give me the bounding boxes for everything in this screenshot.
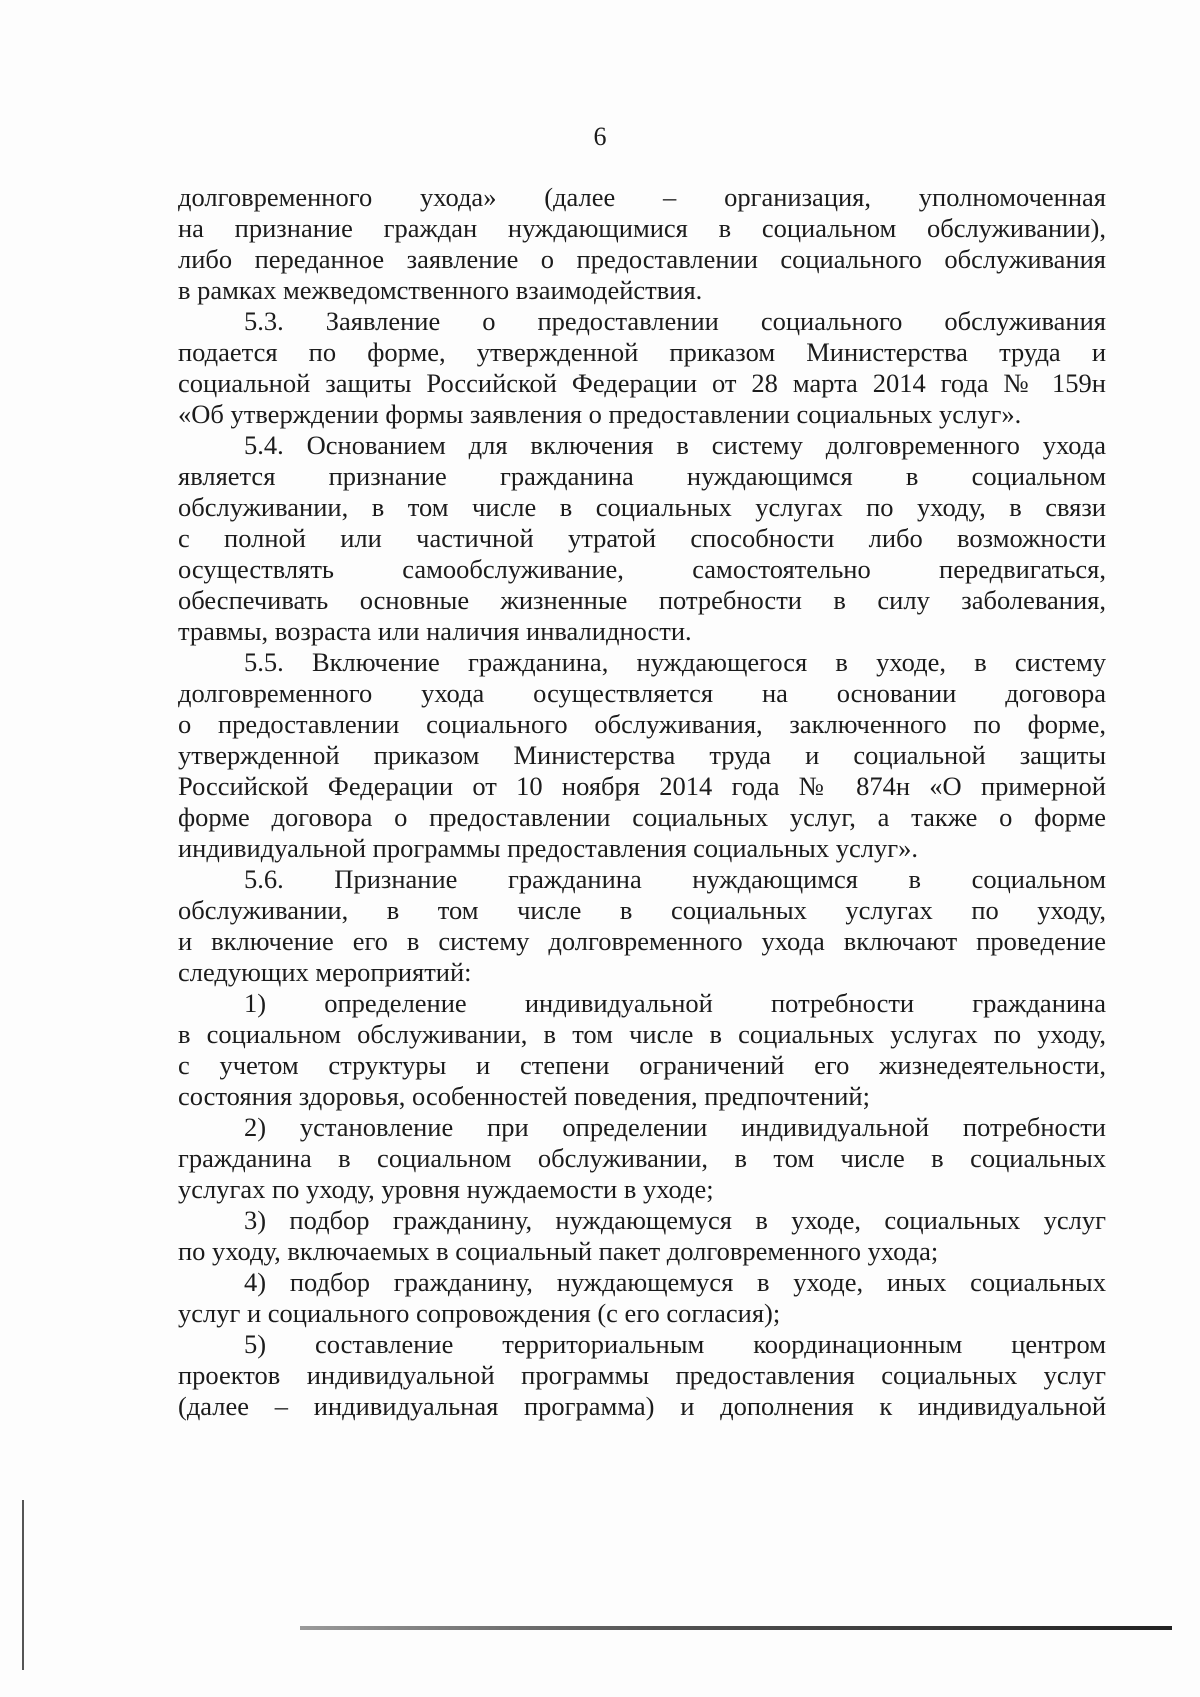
- text-line: 1) определение индивидуальной потребности гражданина: [244, 988, 1106, 1018]
- text-line: осуществлять самообслуживание, самостоятельно передвигаться,: [178, 554, 1106, 584]
- text-line: гражданина в социальном обслуживании, в том числе в социальных: [178, 1143, 1106, 1173]
- text-line: услуг и социального сопровождения (с его согласия);: [178, 1298, 781, 1328]
- text-line: 5) составление территориальным координационным центром: [244, 1329, 1106, 1359]
- text-line: является признание гражданина нуждающимся в социальном: [178, 461, 1106, 491]
- text-line: 5.3. Заявление о предоставлении социального обслуживания: [244, 306, 1106, 336]
- text-line: по уходу, включаемых в социальный пакет долговременного ухода;: [178, 1236, 939, 1266]
- text-line: форме договора о предоставлении социальных услуг, а также о форме: [178, 802, 1106, 832]
- text-line: утвержденной приказом Министерства труда и социальной защиты: [178, 740, 1106, 770]
- text-line: Российской Федерации от 10 ноября 2014 года № 874н «О примерной: [178, 771, 1106, 801]
- text-line: «Об утверждении формы заявления о предоставлении социальных услуг».: [178, 399, 1022, 429]
- text-line: обслуживании, в том числе в социальных услугах по уходу, в связи: [178, 492, 1106, 522]
- scan-bottom-rule: [300, 1626, 1172, 1630]
- text-line: долговременного ухода осуществляется на основании договора: [178, 678, 1106, 708]
- text-line: 5.4. Основанием для включения в систему долговременного ухода: [244, 430, 1106, 460]
- text-line: долговременного ухода» (далее – организация, уполномоченная: [178, 182, 1106, 212]
- text-line: о предоставлении социального обслуживания, заключенного по форме,: [178, 709, 1106, 739]
- text-line: в социальном обслуживании, в том числе в социальных услугах по уходу,: [178, 1019, 1106, 1049]
- text-line: на признание граждан нуждающимися в социальном обслуживании),: [178, 213, 1106, 243]
- page-number: 6: [593, 122, 607, 151]
- text-line: либо переданное заявление о предоставлении социального обслуживания: [178, 244, 1106, 274]
- text-line: 4) подбор гражданину, нуждающемуся в уходе, иных социальных: [244, 1267, 1106, 1297]
- text-line: травмы, возраста или наличия инвалидности.: [178, 616, 692, 646]
- text-line: (далее – индивидуальная программа) и дополнения к индивидуальной: [178, 1391, 1106, 1421]
- text-line: услугах по уходу, уровня нуждаемости в уходе;: [178, 1174, 714, 1204]
- text-line: 5.6. Признание гражданина нуждающимся в социальном: [244, 864, 1106, 894]
- text-line: следующих мероприятий:: [178, 957, 472, 987]
- scan-left-edge-mark: [22, 1500, 24, 1670]
- text-line: с учетом структуры и степени ограничений его жизнедеятельности,: [178, 1050, 1106, 1080]
- text-line: социальной защиты Российской Федерации от 28 марта 2014 года № 159н: [178, 368, 1106, 398]
- text-line: обеспечивать основные жизненные потребности в силу заболевания,: [178, 585, 1106, 615]
- text-line: подается по форме, утвержденной приказом Министерства труда и: [178, 337, 1106, 367]
- text-line: индивидуальной программы предоставления социальных услуг».: [178, 833, 918, 863]
- text-line: 2) установление при определении индивидуальной потребности: [244, 1112, 1106, 1142]
- text-line: обслуживании, в том числе в социальных услугах по уходу,: [178, 895, 1106, 925]
- text-line: 3) подбор гражданину, нуждающемуся в уходе, социальных услуг: [244, 1205, 1106, 1235]
- text-line: и включение его в систему долговременного ухода включают проведение: [178, 926, 1106, 956]
- text-line: в рамках межведомственного взаимодействия.: [178, 275, 703, 305]
- text-line: проектов индивидуальной программы предоставления социальных услуг: [178, 1360, 1106, 1390]
- document-body: [178, 182, 1106, 1422]
- text-line: с полной или частичной утратой способности либо возможности: [178, 523, 1106, 553]
- text-line: 5.5. Включение гражданина, нуждающегося в уходе, в систему: [244, 647, 1106, 677]
- text-line: состояния здоровья, особенностей поведения, предпочтений;: [178, 1081, 870, 1111]
